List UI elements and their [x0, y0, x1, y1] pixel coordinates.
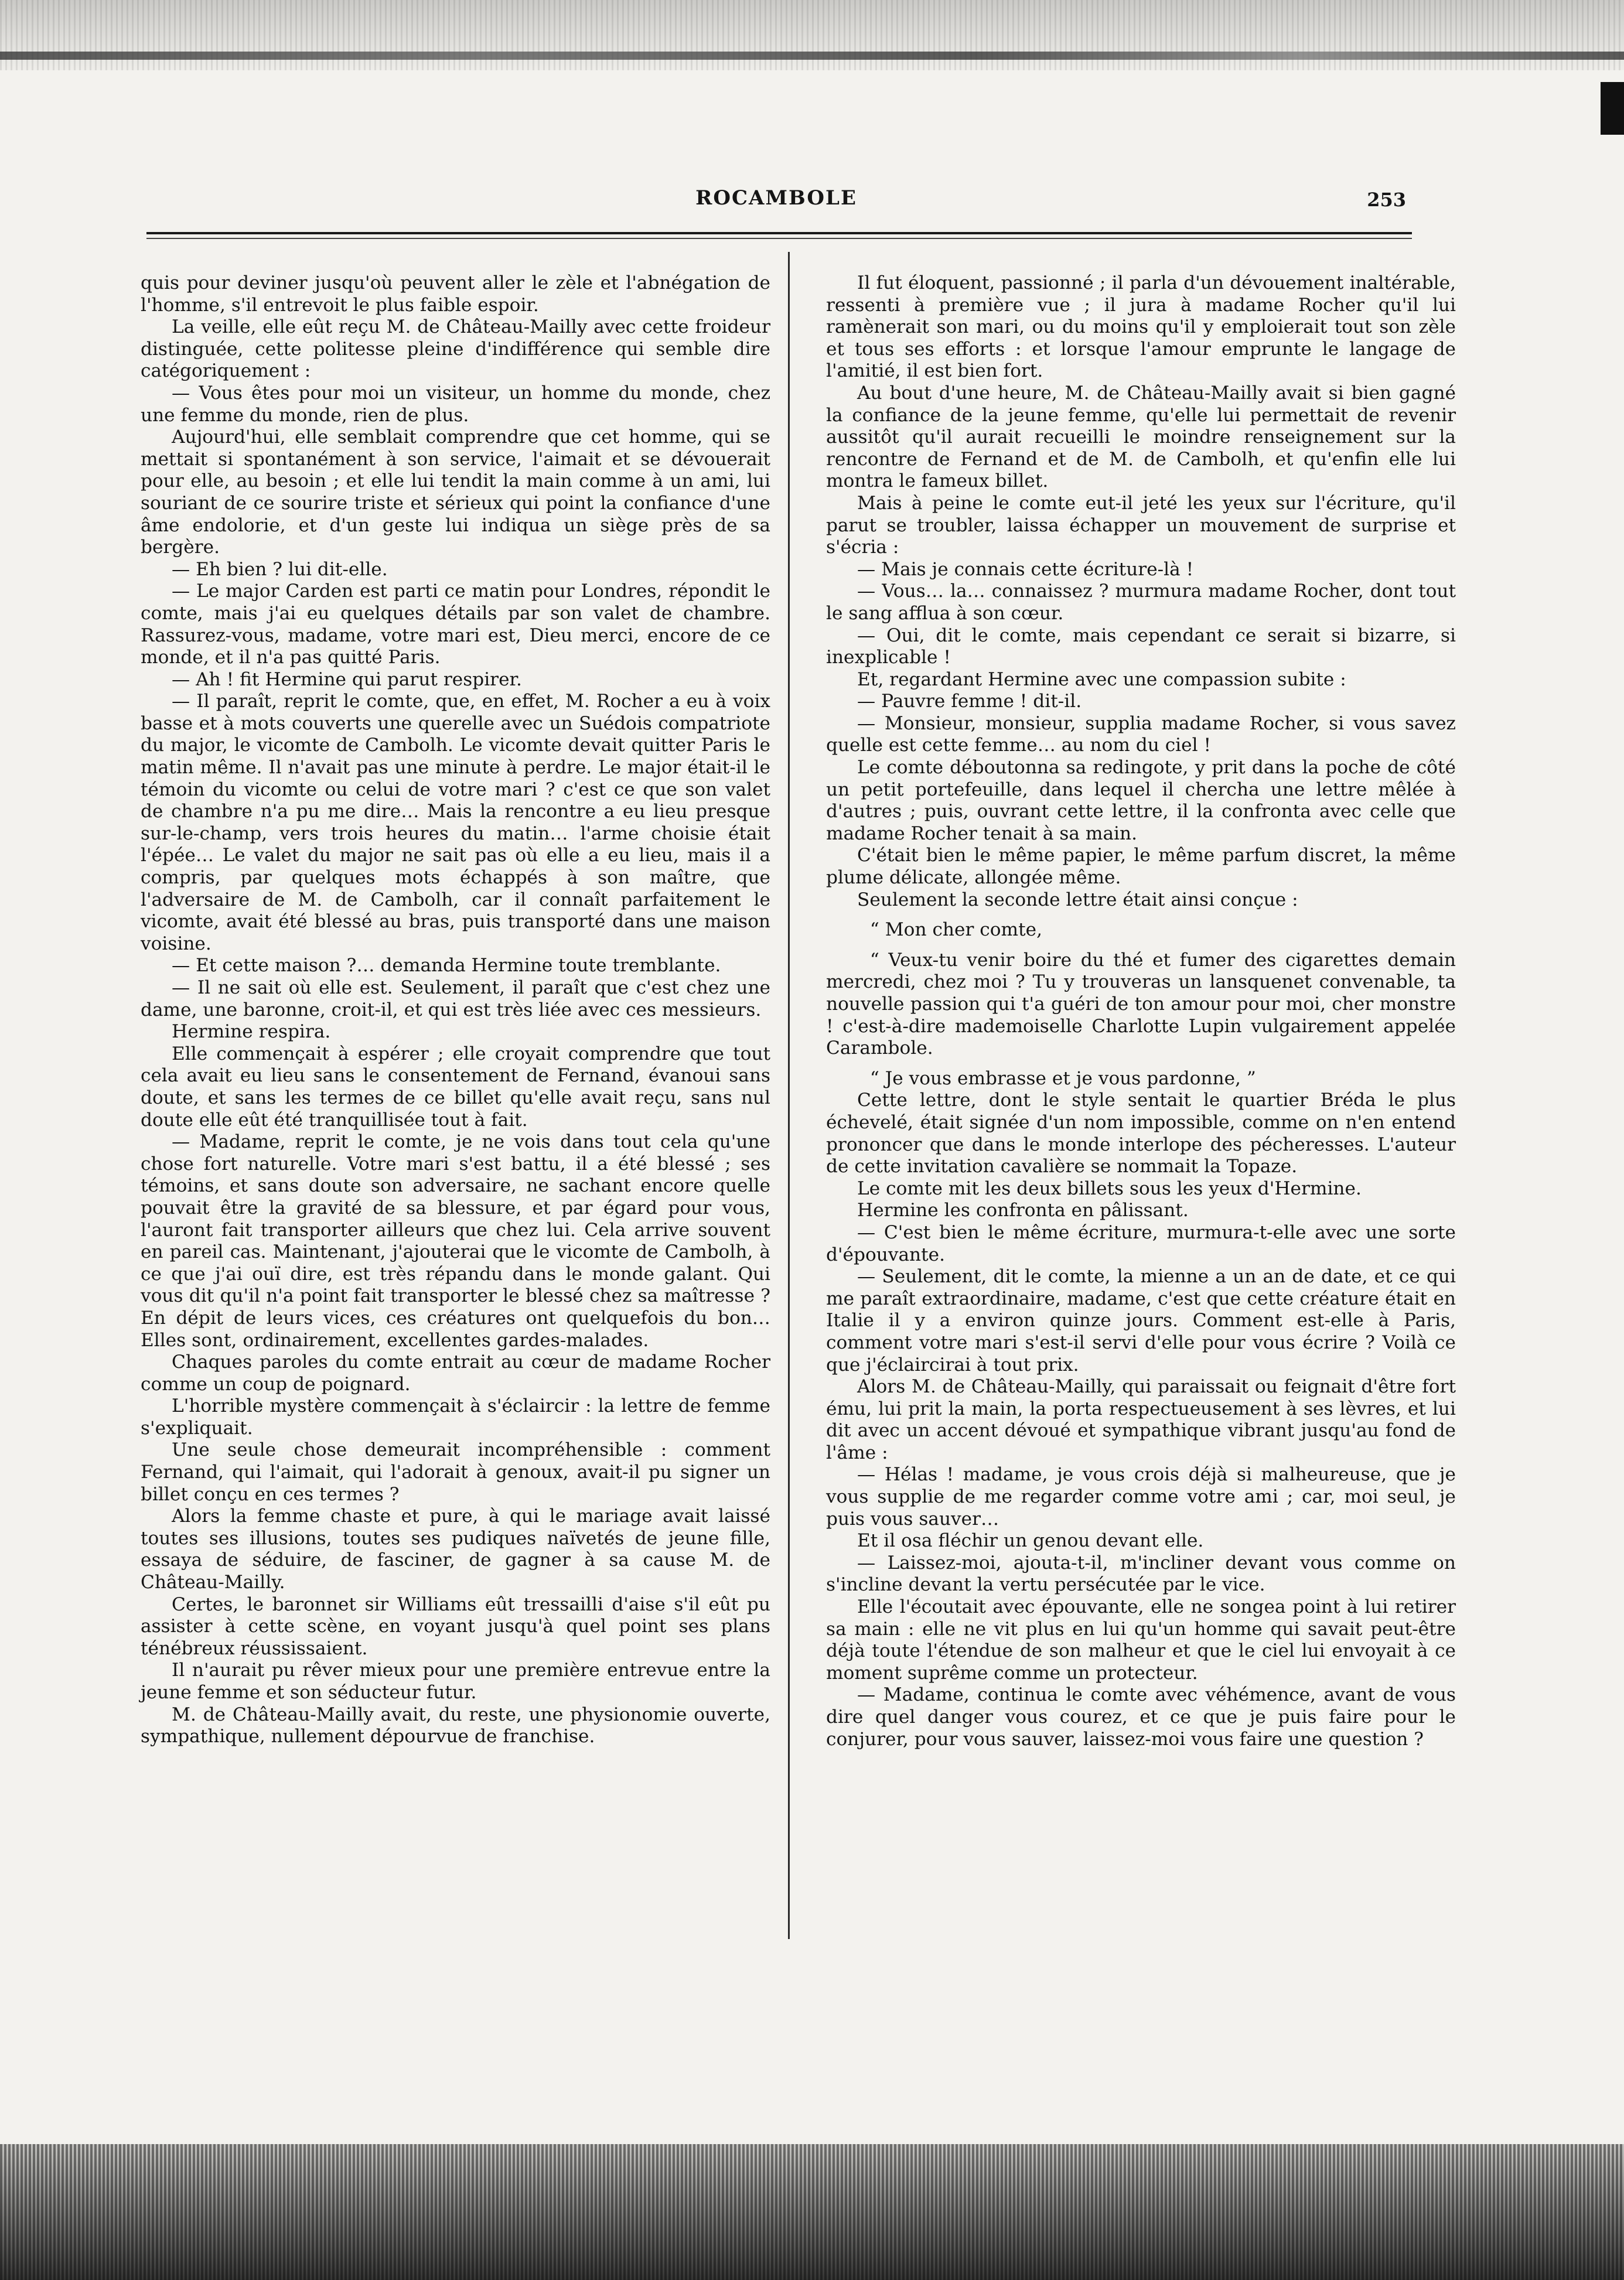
- header-rule: [146, 232, 1412, 239]
- paragraph: Hermine les confronta en pâlissant.: [857, 1200, 1189, 1221]
- paragraph: Seulement la seconde lettre était ainsi conçue :: [857, 889, 1298, 910]
- paragraph: Le comte déboutonna sa redingote, y prit dans la poche de côté un petit portefeuille, dans lequel il chercha une lettre mêlée à d'autres ; puis, ouvrant cette lettre, il la confronta avec celle que madame Rocher tenait à sa main.: [826, 757, 1456, 844]
- paragraph: — Oui, dit le comte, mais cependant ce serait si bizarre, si inexplicable !: [826, 624, 1456, 668]
- paragraph: quis pour deviner jusqu'où peuvent aller le zèle et l'abnégation de l'homme, s'il entrevoit le plus faible espoir.: [141, 272, 770, 316]
- paragraph: Une seule chose demeurait incompréhensible : comment Fernand, qui l'aimait, qui l'adorait à genoux, avait-il pu signer un billet conçu en ces termes ?: [141, 1439, 770, 1505]
- paragraph: — C'est bien le même écriture, murmura-t-elle avec une sorte d'épouvante.: [826, 1221, 1456, 1265]
- paragraph: — Vous êtes pour moi un visiteur, un homme du monde, chez une femme du monde, rien de plus.: [141, 382, 770, 426]
- top-scan-streak: [0, 52, 1624, 60]
- paragraph: — Laissez-moi, ajouta-t-il, m'incliner devant vous comme on s'incline devant la vertu persécutée par le vice.: [826, 1552, 1456, 1596]
- paragraph: Et, regardant Hermine avec une compassion subite :: [857, 668, 1346, 690]
- paragraph: — Et cette maison ?… demanda Hermine toute tremblante.: [172, 955, 721, 977]
- paragraph: — Ah ! fit Hermine qui parut respirer.: [172, 668, 522, 690]
- paragraph: — Seulement, dit le comte, la mienne a un an de date, et ce qui me paraît extraordinaire, madame, c'est que cette créature était en Italie il y a environ quinze jours. Comment est-elle à Paris, comment votre mari s'est-il servi d'elle pour vous écrire ? Voilà ce que j'éclaircirai à tout prix.: [826, 1266, 1456, 1375]
- paragraph: — Il paraît, reprit le comte, que, en effet, M. Rocher a eu à voix basse et à mots couverts une querelle avec un Suédois compatriote du major, le vicomte de Cambolh. Le vicomte devait quitter Paris le matin même. Il n'avait pas une minute à perdre. Le major était-il le témoin du vicomte ou celui de votre mari ? c'est ce que son valet de chambre n'a pu me dire… Mais la rencontre a eu lieu presque sur-le-champ, vers trois heures du matin… l'arme choisie était l'épée… Le valet du major ne sait pas où elle a eu lieu, mais il a compris, par quelques mots échappés à son maître, que l'adversaire de M. de Cambolh, car il connaît parfaitement le vicomte, avait été blessé au bras, puis transporté dans une maison voisine.: [141, 691, 770, 954]
- bottom-scan-noise: [0, 2144, 1624, 2280]
- paragraph: Hermine respira.: [172, 1021, 331, 1043]
- top-scan-noise: [0, 0, 1624, 70]
- paragraph: — Eh bien ? lui dit-elle.: [172, 558, 388, 580]
- paragraph: C'était bien le même papier, le même parfum discret, la même plume délicate, allongée même.: [826, 845, 1456, 889]
- right-column: [826, 272, 1456, 1750]
- paragraph: Elle l'écoutait avec épouvante, elle ne songea point à lui retirer sa main : elle ne vit plus en lui qu'un homme qui savait peut-être déjà toute l'étendue de son malheur et que le ciel lui envoyait à ce moment suprême comme un protecteur.: [826, 1596, 1456, 1684]
- paragraph: “ Je vous embrasse et je vous pardonne, ”: [869, 1067, 1256, 1089]
- paragraph: Alors la femme chaste et pure, à qui le mariage avait laissé toutes ses illusions, toutes ses pudiques naïvetés de jeune fille, essaya de séduire, de fasciner, de gagner à sa cause M. de Château-Mailly.: [141, 1506, 770, 1593]
- paragraph: Et il osa fléchir un genou devant elle.: [857, 1530, 1204, 1552]
- column-divider: [788, 252, 790, 1939]
- paragraph: Le comte mit les deux billets sous les yeux d'Hermine.: [857, 1177, 1362, 1199]
- paragraph: Aujourd'hui, elle semblait comprendre que cet homme, qui se mettait si spontanément à son service, l'aimait et se dévouerait pour elle, au besoin ; et elle lui tendit la main comme à un ami, lui souriant de ce sourire triste et sérieux qui point la confiance d'une âme endolorie, et d'un geste lui indiqua un siège près de sa bergère.: [141, 426, 770, 558]
- paragraph: Mais à peine le comte eut-il jeté les yeux sur l'écriture, qu'il parut se troubler, laissa échapper un mouvement de surprise et s'écria :: [826, 492, 1456, 558]
- paragraph: Il fut éloquent, passionné ; il parla d'un dévouement inaltérable, ressenti à première vue ; il jura à madame Rocher qu'il lui ramènerait son mari, ou du moins qu'il y emploierait tout son zèle et tous ses efforts : et lorsque l'amour emprunte le langage de l'amitié, il est bien fort.: [826, 272, 1456, 382]
- paragraph: Cette lettre, dont le style sentait le quartier Bréda le plus échevelé, était signée d'un nom impossible, comme on n'en entend prononcer que dans le monde interlope des pécheresses. L'auteur de cette invitation cavalière se nommait la Topaze.: [826, 1090, 1456, 1177]
- top-right-scan-mark: [1601, 82, 1624, 135]
- paragraph: “ Mon cher comte,: [869, 919, 1042, 941]
- paragraph: — Le major Carden est parti ce matin pour Londres, répondit le comte, mais j'ai eu quelques détails par son valet de chambre. Rassurez-vous, madame, votre mari est, Dieu merci, encore de ce monde, et il n'a pas quitté Paris.: [141, 581, 770, 668]
- paragraph: — Pauvre femme ! dit-il.: [857, 691, 1082, 712]
- paragraph: La veille, elle eût reçu M. de Château-Mailly avec cette froideur distinguée, cette politesse pleine d'indifférence qui semble dire catégoriquement :: [141, 316, 770, 382]
- paragraph: Chaques paroles du comte entrait au cœur de madame Rocher comme un coup de poignard.: [141, 1351, 770, 1395]
- paragraph: “ Veux-tu venir boire du thé et fumer des cigarettes demain mercredi, chez moi ? Tu y trouveras un lansquenet convenable, ta nouvelle passion qui t'a guéri de ton amour pour moi, cher monstre ! c'est-à-dire mademoiselle Charlotte Lupin vulgairement appelée Carambole.: [826, 949, 1456, 1059]
- running-title: ROCAMBOLE: [695, 186, 857, 210]
- page-number: 253: [1367, 189, 1406, 211]
- left-column: [141, 272, 770, 1748]
- paragraph: — Hélas ! madame, je vous crois déjà si malheureuse, que je vous supplie de me regarder comme votre ami ; car, moi seul, je puis vous sauver…: [826, 1464, 1456, 1530]
- page-header: [146, 186, 1406, 221]
- paragraph: Il n'aurait pu rêver mieux pour une première entrevue entre la jeune femme et son séducteur futur.: [141, 1660, 770, 1703]
- paragraph: — Vous… la… connaissez ? murmura madame Rocher, dont tout le sang afflua à son cœur.: [826, 581, 1456, 624]
- paragraph: L'horrible mystère commençait à s'éclaircir : la lettre de femme s'expliquait.: [141, 1395, 770, 1439]
- paragraph: Elle commençait à espérer ; elle croyait comprendre que tout cela avait eu lieu sans le consentement de Fernand, évanoui sans doute, et sans les termes de ce billet qu'elle avait reçu, sans nul doute elle eût été tranquillisée tout à fait.: [141, 1043, 770, 1131]
- paragraph: Au bout d'une heure, M. de Château-Mailly avait si bien gagné la confiance de la jeune femme, qu'elle lui permettait de revenir aussitôt qu'il aurait recueilli le moindre renseignement sur la rencontre de Fernand et de M. de Cambolh, et qu'enfin elle lui montra le fameux billet.: [826, 382, 1456, 492]
- paragraph: — Monsieur, monsieur, supplia madame Rocher, si vous savez quelle est cette femme… au nom du ciel !: [826, 712, 1456, 756]
- paragraph: Certes, le baronnet sir Williams eût tressailli d'aise s'il eût pu assister à cette scène, en voyant jusqu'à quel point ses plans ténébreux réussissaient.: [141, 1593, 770, 1659]
- paragraph: — Madame, reprit le comte, je ne vois dans tout cela qu'une chose fort naturelle. Votre mari s'est battu, il a été blessé ; ses témoins, et sans doute son adversaire, ne sachant encore quelle pouvait être la gravité de sa blessure, et par égard pour vous, l'auront fait transporter ailleurs que chez lui. Cela arrive souvent en pareil cas. Maintenant, j'ajouterai que le vicomte de Cambolh, à ce que j'ai ouï dire, est très répandu dans le monde galant. Qui vous dit qu'il n'a point fait transporter le blessé chez sa maîtresse ? En dépit de leurs vices, ces créatures ont quelquefois du bon… Elles sont, ordinairement, excellentes gardes-malades.: [141, 1131, 770, 1351]
- paragraph: — Madame, continua le comte avec véhémence, avant de vous dire quel danger vous courez, et ce que je puis faire pour le conjurer, pour vous sauver, laissez-moi vous faire une question ?: [826, 1684, 1456, 1750]
- paragraph: — Il ne sait où elle est. Seulement, il paraît que c'est chez une dame, une baronne, croit-il, et qui est très liée avec ces messieurs.: [141, 977, 770, 1020]
- paragraph: Alors M. de Château-Mailly, qui paraissait ou feignait d'être fort ému, lui prit la main, la porta respectueusement à ses lèvres, et lui dit avec un accent dévoué et sympathique vibrant jusqu'au fond de l'âme :: [826, 1376, 1456, 1463]
- paragraph: — Mais je connais cette écriture-là !: [857, 558, 1194, 580]
- paragraph: M. de Château-Mailly avait, du reste, une physionomie ouverte, sympathique, nullement dépourvue de franchise.: [141, 1704, 770, 1747]
